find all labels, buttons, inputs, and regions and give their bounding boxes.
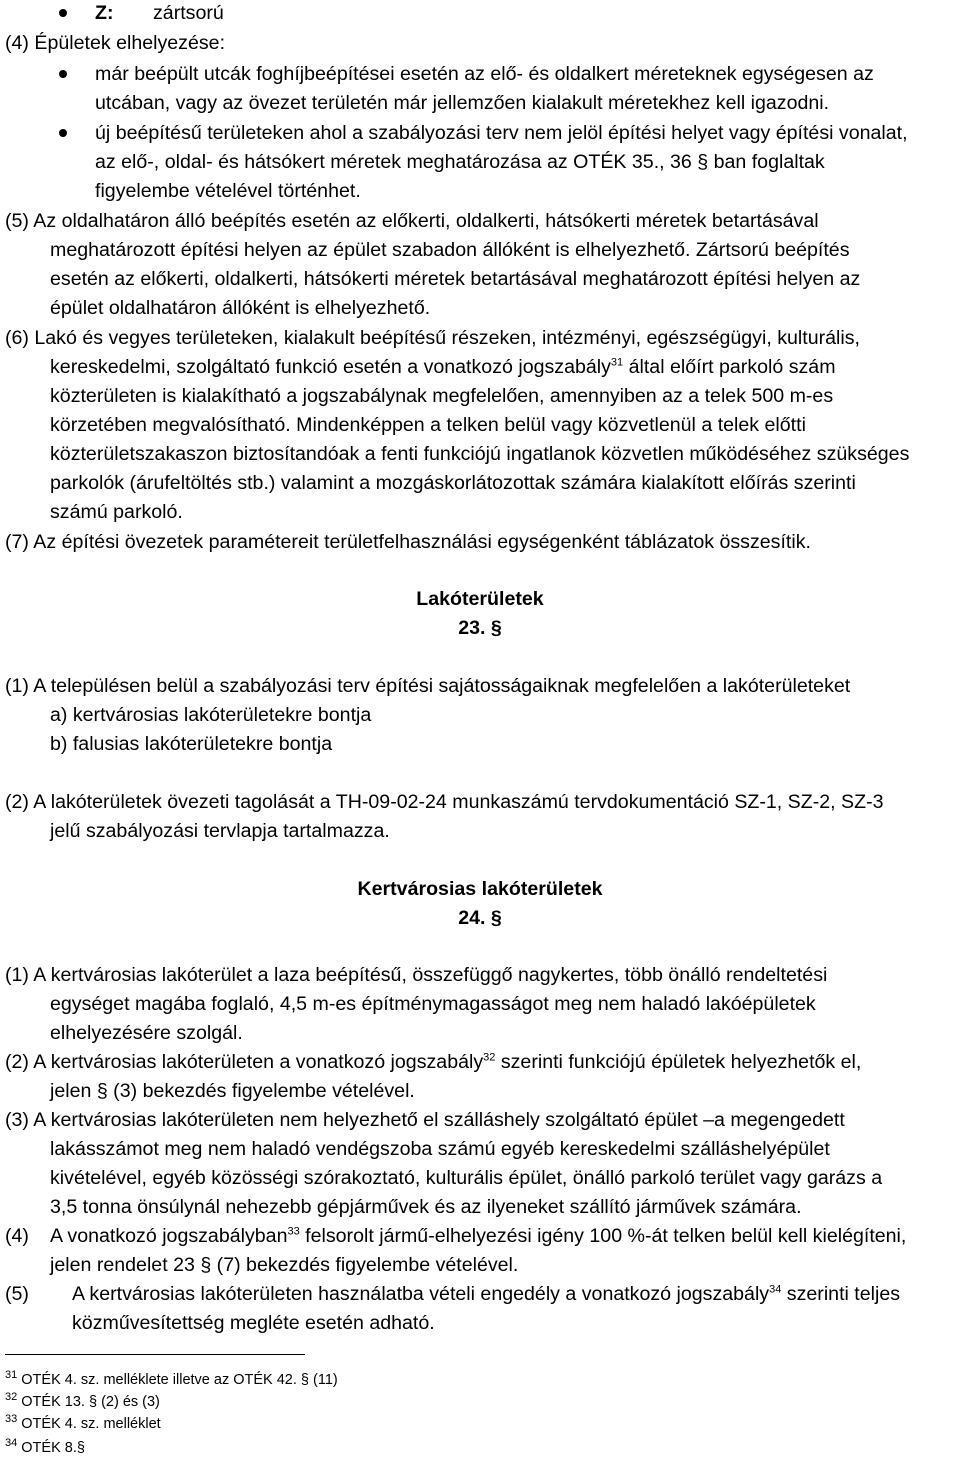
bullet-dot [59, 70, 67, 78]
s24-p1-line-1: (1) A kertvárosias lakóterület a laza beépítésű, összefüggő nagykertes, több önálló rendeltetési [5, 964, 828, 986]
zone-label: Z: [95, 2, 114, 24]
p6-line-5: közterületszakaszon biztosítandóak a fenti funkciójú ingatlanok közvetlen működéséhez szükséges [50, 443, 910, 465]
s24-p1-line-2: egységet magába foglaló, 4,5 m-es építménymagasságot meg nem haladó lakóépületek [50, 993, 816, 1015]
footnote-text: OTÉK 4. sz. melléklet [21, 1416, 161, 1432]
s24-p3-line-3: kivételével, egyéb közösségi szórakoztató, kulturális épület, önálló parkoló terület vagy garázs a [50, 1167, 883, 1189]
bullet-dot [59, 129, 67, 137]
text: (2) A kertvárosias lakóterületen a vonatkozó jogszabály [5, 1051, 484, 1073]
text: A vonatkozó jogszabályban [50, 1225, 288, 1247]
s24-p5-number: (5) [5, 1283, 29, 1305]
p6-line-6: parkolók (árufeltöltés stb.) valamint a mozgáskorlátozottak számára kialakított előírás szerinti [50, 472, 856, 494]
p6-line-1: (6) Lakó és vegyes területeken, kialakult beépítésű részeken, intézményi, egészségügyi, kulturális, [5, 327, 860, 349]
p6-line-4: körzetében megvalósítható. Mindenképpen a telken belül vagy közvetlenül a telek előtti [50, 414, 806, 436]
text: felsorolt jármű-elhelyezési igény 100 %-át telken belül kell kielégíteni, [299, 1225, 907, 1247]
bullet-2-line-2: az elő-, oldal- és hátsókert méretek meghatározása az OTÉK 35., 36 § ban foglaltak [95, 151, 825, 173]
section-24-title: Kertvárosias lakóterületek [357, 878, 603, 900]
s23-p2-line-1: (2) A lakóterületek övezeti tagolását a TH-09-02-24 munkaszámú tervdokumentáció SZ-1, SZ-2, SZ-3 [5, 791, 884, 813]
bullet-2-line-3: figyelembe vételével történhet. [95, 180, 361, 202]
p6-line-3: közterületen is kialakítható a jogszabálynak megfelelően, amennyiben az a telek 500 m-es [50, 385, 834, 407]
section-23-number: 23. § [458, 617, 502, 639]
footnote-text: OTÉK 4. sz. melléklete illetve az OTÉK 42. § (11) [21, 1372, 338, 1388]
footnote-ref-32[interactable]: 32 [483, 1051, 496, 1064]
s24-p2-line-2: jelen § (3) bekezdés figyelembe vételével. [50, 1080, 415, 1102]
bullet-1-line-1 [95, 63, 955, 85]
text: már beépült utcák foghíjbeépítései esetén az elő- és oldalkert méreteknek egységesen az [95, 63, 874, 85]
s24-p3-line-2: lakásszámot meg nem haladó vendégszoba számú egyéb kereskedelmi szálláshelyépület [50, 1138, 830, 1160]
footnote-number: 33 [5, 1413, 18, 1426]
bullet-2-line-1: új beépítésű területeken ahol a szabályozási terv nem jelöl építési helyet vagy építési vonalat, [95, 122, 908, 144]
s23-p1: (1) A településen belül a szabályozási terv építési sajátosságaiknak megfelelően a lakóterületeket [5, 675, 851, 697]
bullet-1-line-2: utcában, vagy az övezet területén már jellemzően kialakult méretekhez kell igazodni. [95, 92, 830, 114]
p5-line-2: meghatározott építési helyen az épület szabadon állóként is elhelyezhető. Zártsorú beépítés [50, 239, 850, 261]
section-24-number: 24. § [458, 907, 502, 929]
footnote-number: 32 [5, 1391, 18, 1404]
footnote-32 [5, 1391, 160, 1411]
p4-heading: (4) Épületek elhelyezése: [5, 32, 226, 54]
footnote-divider [5, 1354, 305, 1355]
p5-line-4: épület oldalhatáron állóként is elhelyezhető. [50, 297, 431, 319]
footnote-ref-34[interactable]: 34 [769, 1283, 782, 1296]
s24-p3-line-1: (3) A kertvárosias lakóterületen nem helyezhető el szálláshely szolgáltató épület –a megengedett [5, 1109, 845, 1131]
footnote-ref-31[interactable]: 31 [610, 356, 624, 369]
p7: (7) Az építési övezetek paramétereit területfelhasználási egységenként táblázatok összesítik. [5, 531, 811, 553]
zone-text: zártsorú [153, 2, 224, 24]
p5-line-1: (5) Az oldalhatáron álló beépítés esetén az előkerti, oldalkerti, hátsókerti méretek betartásával [5, 210, 819, 232]
s24-p4-number: (4) [5, 1225, 29, 1247]
footnote-text: OTÉK 8.§ [21, 1440, 85, 1456]
s23-p2-line-2: jelű szabályozási tervlapja tartalmazza. [50, 820, 390, 842]
s24-p4-line-2: jelen rendelet 23 § (7) bekezdés figyelembe vételével. [50, 1254, 519, 1276]
text: szerinti teljes [781, 1283, 901, 1305]
footnote-number: 31 [5, 1369, 18, 1382]
s24-p1-line-3: elhelyezésére szolgál. [50, 1022, 243, 1044]
s24-p5-line-2: közművesítettség megléte esetén adható. [72, 1312, 435, 1334]
footnote-ref-33[interactable]: 33 [287, 1225, 300, 1238]
s24-p2-line-1 [5, 1051, 861, 1073]
s23-p1-a: a) kertvárosias lakóterületekre bontja [50, 704, 372, 726]
s24-p3-line-4: 3,5 tonna önsúlynál nehezebb gépjárművek és az ilyeneket szállító járművek számára. [50, 1196, 802, 1218]
text: által előírt parkoló szám [623, 356, 836, 378]
text: szerinti funkciójú épületek helyezhetők el, [495, 1051, 862, 1073]
section-23-title: Lakóterületek [416, 588, 544, 610]
footnote-33 [5, 1413, 161, 1433]
p6-line-7: számú parkoló. [50, 501, 183, 523]
p5-line-3: esetén az előkerti, oldalkerti, hátsókerti méretek betartásával meghatározott építési helyen az [50, 268, 861, 290]
p6-line-2 [50, 356, 836, 378]
s23-p1-b: b) falusias lakóterületekre bontja [50, 733, 333, 755]
text: A kertvárosias lakóterületen használatba vételi engedély a vonatkozó jogszabály [72, 1283, 770, 1305]
s24-p5-line-1 [72, 1283, 900, 1305]
footnote-31 [5, 1369, 338, 1389]
text: kereskedelmi, szolgáltató funkció esetén a vonatkozó jogszabály [50, 356, 611, 378]
bullet-dot [59, 9, 67, 17]
s24-p4-line-1 [50, 1225, 906, 1247]
footnote-number: 34 [5, 1437, 18, 1450]
footnote-34 [5, 1437, 85, 1457]
footnote-text: OTÉK 13. § (2) és (3) [21, 1394, 160, 1410]
